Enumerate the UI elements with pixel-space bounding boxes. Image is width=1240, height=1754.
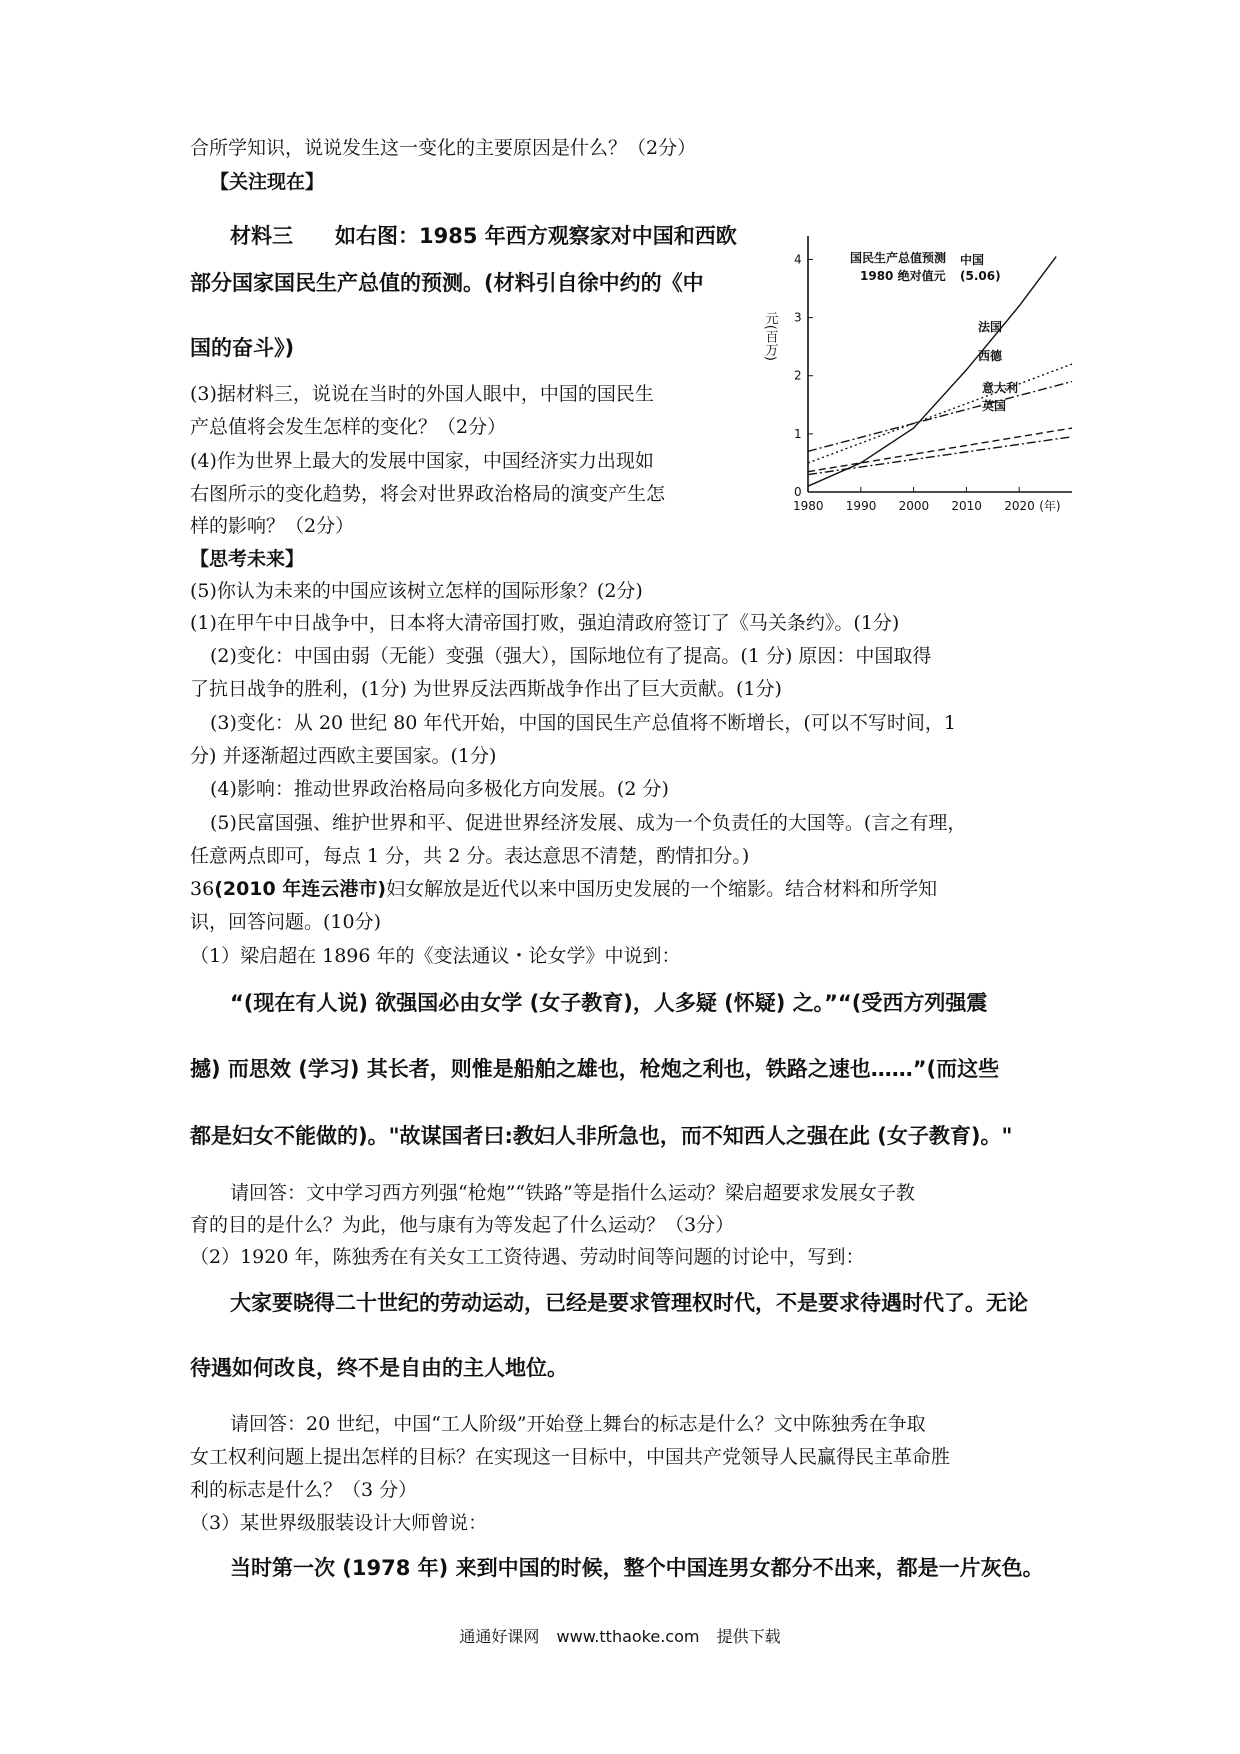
question-line: (3)据材料三，说说在当时的外国人眼中，中国的国民生: [190, 383, 654, 405]
series-label-1: 法国: [978, 320, 1003, 334]
text-line: 识，回答问题。(10分): [190, 911, 382, 933]
quote-line: 撼) 而思效 (学习) 其长者，则惟是船舶之雄也，枪炮之利也，铁路之速也……”(而这些: [190, 1057, 1000, 1081]
quote-line: 待遇如何改良，终不是自由的主人地位。: [190, 1356, 568, 1380]
series-line-1: [808, 364, 1072, 463]
section-heading: 【关注现在】: [210, 171, 325, 193]
question-number: 36: [190, 878, 215, 900]
answer-line: (2)变化：中国由弱（无能）变强（强大），国际地位有了提高。(1 分) 原因：中国取得: [210, 645, 932, 667]
x-tick-label: 2020: [1004, 499, 1035, 513]
series-note-0: (5.06): [960, 269, 1001, 283]
page-footer: [0, 1624, 1240, 1647]
question-line: 女工权利问题上提出怎样的目标？在实现这一目标中，中国共产党领导人民赢得民主革命胜: [190, 1446, 951, 1468]
x-tick-label: 1990: [845, 499, 877, 513]
y-axis-label: 元(百万): [762, 311, 778, 361]
answer-line: 了抗日战争的胜利，(1分) 为世界反法西斯战争作出了巨大贡献。(1分): [190, 678, 782, 700]
y-tick-label: 2: [794, 368, 802, 383]
question-source: (2010 年连云港市): [214, 878, 387, 900]
answer-line: (5)民富国强、维护世界和平、促进世界经济发展、成为一个负责任的大国等。(言之有理，: [210, 812, 967, 834]
chart-subtitle: 1980 绝对值元: [860, 269, 946, 283]
x-axis-label: (年): [1039, 499, 1061, 513]
question-line: 产总值将会发生怎样的变化？（2分）: [190, 416, 507, 438]
series-line-2: [808, 382, 1072, 452]
footer-note: 提供下载: [716, 1627, 781, 1646]
question-line: (4)作为世界上最大的发展中国家，中国经济实力出现如: [190, 450, 654, 472]
text-line: 部分国家国民生产总值的预测。(材料引自徐中约的《中: [190, 271, 704, 295]
y-tick-label: 0: [794, 485, 802, 499]
text-line: （2）1920 年，陈独秀在有关女工工资待遇、劳动时间等问题的讨论中，写到：: [190, 1246, 865, 1268]
text-line: （1）梁启超在 1896 年的《变法通议・论女学》中说到：: [190, 945, 681, 967]
answer-line: (3)变化：从 20 世纪 80 年代开始，中国的国民生产总值将不断增长，(可以不写时间，1: [210, 712, 956, 734]
y-tick-label: 3: [794, 310, 802, 325]
text-line: 合所学知识，说说发生这一变化的主要原因是什么？（2分）: [190, 137, 697, 159]
series-label-3: 意大利: [982, 381, 1019, 395]
question-intro: 妇女解放是近代以来中国历史发展的一个缩影。结合材料和所学知: [386, 878, 938, 900]
question-line: 请回答：文中学习西方列强“枪炮”“铁路”等是指什么运动？梁启超要求发展女子教: [230, 1182, 915, 1204]
question-line: 样的影响？（2分）: [190, 515, 355, 537]
quote-line: 当时第一次 (1978 年) 来到中国的时候，整个中国连男女都分不出来，都是一片灰色。: [230, 1556, 1044, 1580]
series-label-2: 西德: [978, 349, 1003, 363]
answer-line: 任意两点即可，每点 1 分，共 2 分。表达意思不清楚，酌情扣分。): [190, 845, 750, 867]
gnp-forecast-chart: [760, 228, 1080, 518]
text-line: 国的奋斗》): [190, 336, 295, 360]
answer-line: (1)在甲午中日战争中，日本将大清帝国打败，强迫清政府签订了《马关条约》。(1分): [190, 612, 900, 634]
chart-title: 国民生产总值预测: [850, 251, 947, 265]
footer-url: www.tthaoke.com: [556, 1627, 700, 1646]
answer-line: 分) 并逐渐超过西欧主要国家。(1分): [190, 745, 497, 767]
question-line: 请回答：20 世纪，中国“工人阶级”开始登上舞台的标志是什么？文中陈独秀在争取: [230, 1413, 926, 1435]
series-label-0: 中国: [960, 253, 985, 267]
question-line: (5)你认为未来的中国应该树立怎样的国际形象？(2分): [190, 580, 643, 602]
quote-line: 都是妇女不能做的)。"故谋国者曰:教妇人非所急也，而不知西人之强在此 (女子教育)。": [190, 1124, 1013, 1148]
section-heading: 【思考未来】: [190, 548, 305, 570]
series-label-4: 英国: [982, 399, 1007, 413]
x-tick-label: 1980: [793, 499, 824, 513]
series-line-3: [808, 428, 1072, 472]
question-36-line: [190, 876, 937, 902]
y-tick-label: 4: [794, 252, 802, 267]
question-line: 右图所示的变化趋势，将会对世界政治格局的演变产生怎: [190, 483, 666, 505]
x-tick-label: 2010: [951, 499, 982, 513]
text-line: 材料三 如右图：1985 年西方观察家对中国和西欧: [230, 224, 737, 248]
series-line-4: [808, 437, 1072, 475]
quote-line: “(现在有人说) 欲强国必由女学 (女子教育)，人多疑 (怀疑) 之。”“(受西方列强震: [230, 991, 988, 1015]
quote-line: 大家要晓得二十世纪的劳动运动，已经是要求管理权时代，不是要求待遇时代了。无论: [230, 1291, 1028, 1315]
answer-line: (4)影响：推动世界政治格局向多极化方向发展。(2 分): [210, 778, 669, 800]
question-line: 利的标志是什么？（3 分）: [190, 1479, 418, 1501]
y-tick-label: 1: [794, 426, 802, 441]
text-line: （3）某世界级服装设计大师曾说：: [190, 1512, 488, 1534]
x-tick-label: 2000: [898, 499, 930, 513]
footer-site: 通通好课网: [459, 1627, 540, 1646]
question-line: 育的目的是什么？为此，他与康有为等发起了什么运动？（3分）: [190, 1214, 735, 1236]
